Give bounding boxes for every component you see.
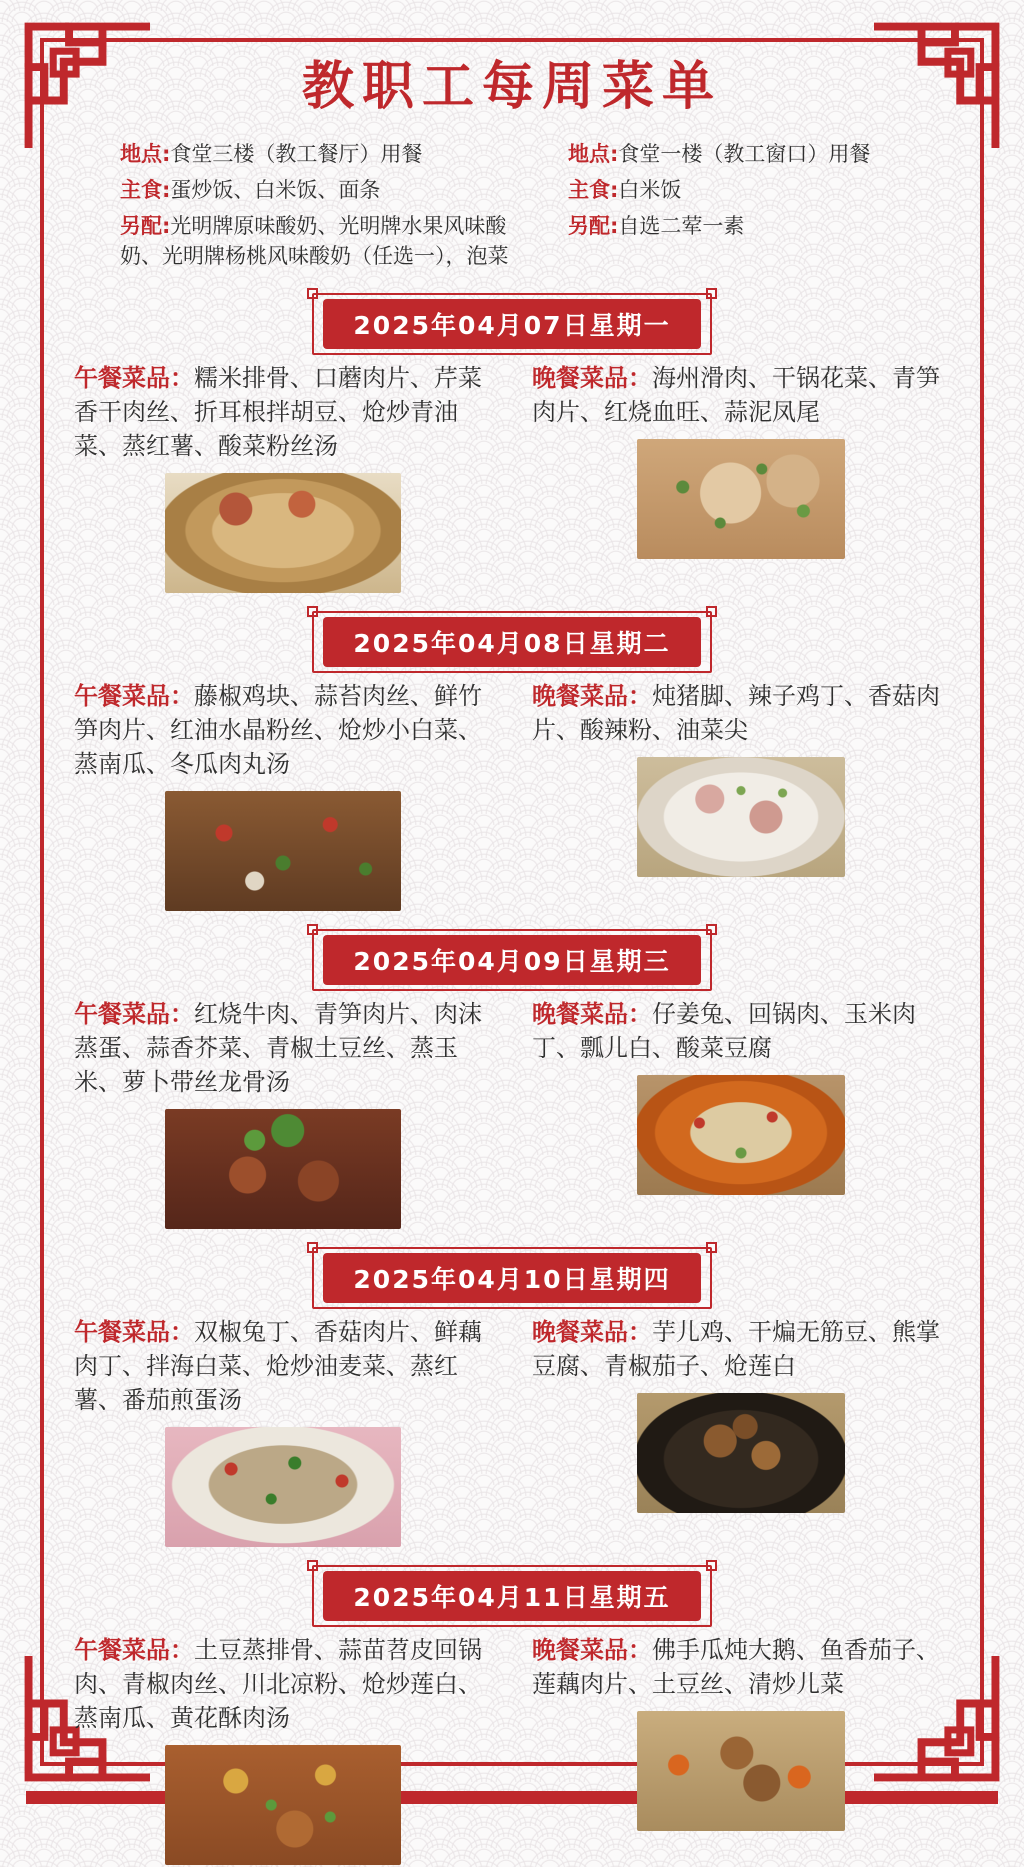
lunch-label: 午餐菜品： bbox=[74, 1000, 194, 1029]
lunch-label: 午餐菜品： bbox=[74, 1636, 194, 1665]
dinner-photo bbox=[637, 1393, 845, 1513]
day-section-wednesday bbox=[74, 925, 950, 1231]
staple-value: 蛋炒饭、白米饭、面条 bbox=[170, 178, 381, 203]
date-banner bbox=[323, 617, 700, 667]
location-label: 地点: bbox=[568, 142, 619, 167]
date-banner bbox=[323, 1571, 700, 1621]
lunch-dishes: 红烧牛肉、青笋肉片、肉沫蒸蛋、蒜香芥菜、青椒土豆丝、蒸玉米、萝卜带丝龙骨汤 bbox=[74, 1000, 482, 1097]
dinner-dishes: 仔姜兔、回锅肉、玉米肉丁、瓢儿白、酸菜豆腐 bbox=[532, 1000, 916, 1063]
dining-info-right-column bbox=[568, 134, 906, 277]
dining-info-left-column bbox=[120, 134, 518, 277]
date-banner-text: 2025年04月10日星期四 bbox=[323, 1253, 700, 1303]
lunch-label: 午餐菜品： bbox=[74, 682, 194, 711]
location-row bbox=[568, 139, 906, 169]
extra-label: 另配: bbox=[120, 214, 171, 239]
dinner-label: 晚餐菜品： bbox=[532, 1318, 652, 1347]
dinner-dishes: 芋儿鸡、干煸无筋豆、熊掌豆腐、青椒茄子、炝莲白 bbox=[532, 1318, 940, 1381]
dinner-photo bbox=[637, 1711, 845, 1831]
dinner-label: 晚餐菜品： bbox=[532, 1000, 652, 1029]
date-banner-text: 2025年04月11日星期五 bbox=[323, 1571, 700, 1621]
dinner-column bbox=[532, 679, 950, 913]
dinner-label: 晚餐菜品： bbox=[532, 1636, 652, 1665]
staple-label: 主食: bbox=[120, 178, 171, 203]
extra-value: 自选二荤一素 bbox=[618, 214, 745, 239]
menu-poster bbox=[74, 46, 950, 1867]
dinner-dishes: 炖猪脚、辣子鸡丁、香菇肉片、酸辣粉、油菜尖 bbox=[532, 682, 940, 745]
date-banner bbox=[323, 935, 700, 985]
lunch-dishes: 糯米排骨、口蘑肉片、芹菜香干肉丝、折耳根拌胡豆、炝炒青油菜、蒸红薯、酸菜粉丝汤 bbox=[74, 364, 482, 461]
dinner-dishes: 佛手瓜炖大鹅、鱼香茄子、莲藕肉片、土豆丝、清炒儿菜 bbox=[532, 1636, 940, 1699]
extra-value: 光明牌原味酸奶、光明牌水果风味酸奶、光明牌杨桃风味酸奶（任选一），泡菜 bbox=[120, 214, 509, 269]
location-value: 食堂一楼（教工窗口）用餐 bbox=[618, 142, 871, 167]
page-title: 教职工每周菜单 bbox=[301, 57, 722, 117]
lunch-photo bbox=[165, 1745, 401, 1865]
staple-label: 主食: bbox=[568, 178, 619, 203]
day-section-thursday bbox=[74, 1243, 950, 1549]
dinner-label: 晚餐菜品： bbox=[532, 364, 652, 393]
lunch-photo bbox=[165, 791, 401, 911]
dinner-photo bbox=[637, 439, 845, 559]
location-label: 地点: bbox=[120, 142, 171, 167]
dinner-column bbox=[532, 997, 950, 1231]
date-banner bbox=[323, 299, 700, 349]
lunch-column bbox=[74, 1315, 492, 1549]
staple-row bbox=[120, 175, 518, 205]
lunch-column bbox=[74, 679, 492, 913]
dinner-photo bbox=[637, 757, 845, 877]
staple-row bbox=[568, 175, 906, 205]
day-section-tuesday bbox=[74, 607, 950, 913]
lunch-label: 午餐菜品： bbox=[74, 364, 194, 393]
date-banner-text: 2025年04月08日星期二 bbox=[323, 617, 700, 667]
lunch-column bbox=[74, 1633, 492, 1867]
lunch-label: 午餐菜品： bbox=[74, 1318, 194, 1347]
lunch-photo bbox=[165, 473, 401, 593]
day-section-friday bbox=[74, 1561, 950, 1867]
location-row bbox=[120, 139, 518, 169]
extra-row bbox=[120, 211, 518, 271]
location-value: 食堂三楼（教工餐厅）用餐 bbox=[170, 142, 423, 167]
date-banner-text: 2025年04月09日星期三 bbox=[323, 935, 700, 985]
extra-label: 另配: bbox=[568, 214, 619, 239]
dinner-label: 晚餐菜品： bbox=[532, 682, 652, 711]
date-banner bbox=[323, 1253, 700, 1303]
staple-value: 白米饭 bbox=[618, 178, 682, 203]
dinner-column bbox=[532, 361, 950, 595]
lunch-dishes: 双椒兔丁、香菇肉片、鲜藕肉丁、拌海白菜、炝炒油麦菜、蒸红薯、番茄煎蛋汤 bbox=[74, 1318, 482, 1415]
day-section-monday bbox=[74, 289, 950, 595]
date-banner-text: 2025年04月07日星期一 bbox=[323, 299, 700, 349]
lunch-dishes: 藤椒鸡块、蒜苔肉丝、鲜竹笋肉片、红油水晶粉丝、炝炒小白菜、蒸南瓜、冬瓜肉丸汤 bbox=[74, 682, 482, 779]
lunch-photo bbox=[165, 1427, 401, 1547]
lunch-dishes: 土豆蒸排骨、蒜苗苕皮回锅肉、青椒肉丝、川北凉粉、炝炒莲白、蒸南瓜、黄花酥肉汤 bbox=[74, 1636, 482, 1733]
lunch-photo bbox=[165, 1109, 401, 1229]
lunch-column bbox=[74, 997, 492, 1231]
dinner-dishes: 海州滑肉、干锅花菜、青笋肉片、红烧血旺、蒜泥凤尾 bbox=[532, 364, 940, 427]
dinner-photo bbox=[637, 1075, 845, 1195]
extra-row bbox=[568, 211, 906, 241]
dinner-column bbox=[532, 1315, 950, 1549]
dining-info bbox=[74, 134, 950, 277]
lunch-column bbox=[74, 361, 492, 595]
dinner-column bbox=[532, 1633, 950, 1867]
